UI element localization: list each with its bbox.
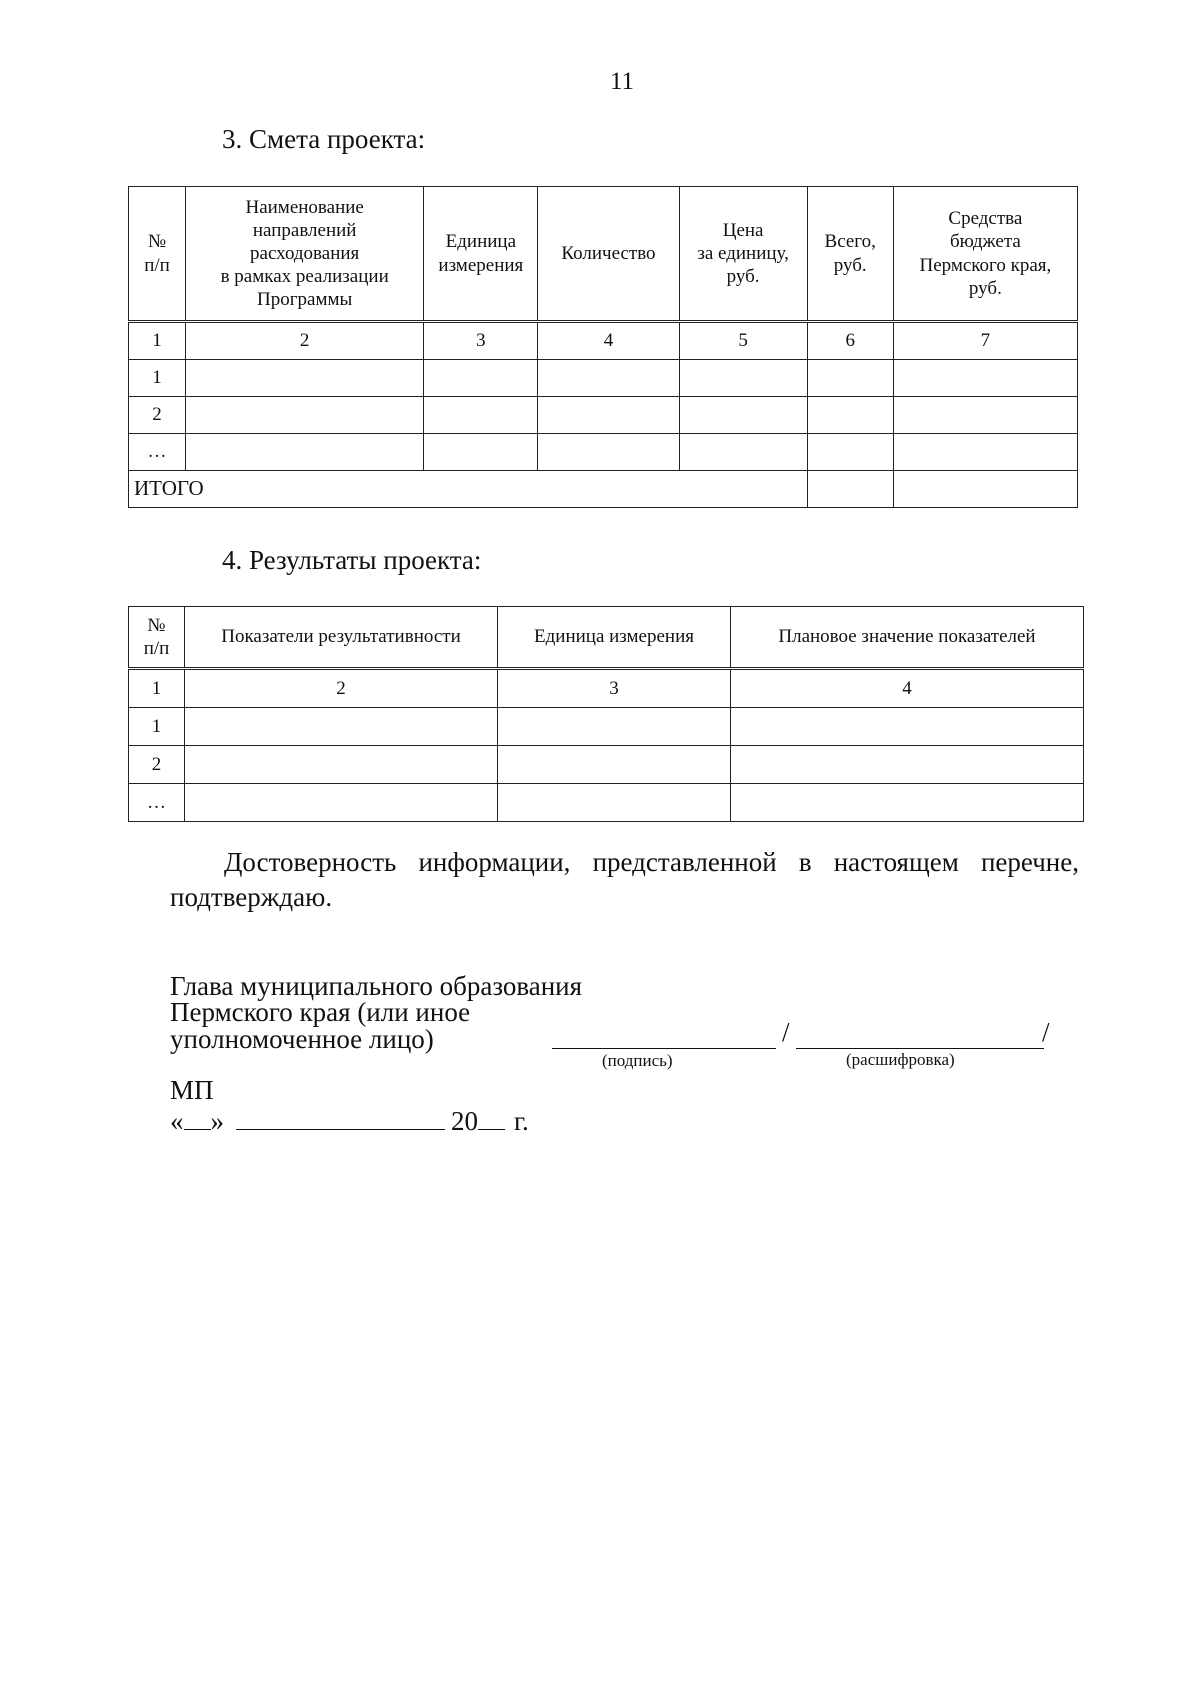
signer-line: уполномоченное лицо) (170, 1023, 434, 1054)
results-table (128, 606, 1084, 822)
column-number-cell: 1 (129, 669, 185, 708)
estimate-table (128, 186, 1078, 508)
signer-line: Пермского края (или иное (170, 997, 471, 1028)
empty-cell[interactable] (498, 708, 731, 746)
estimate-header-cell: Средства бюджета Пермского края, руб. (893, 187, 1077, 322)
total-label: ИТОГО (129, 471, 808, 508)
results-header-cell: Показатели результативности (185, 607, 498, 669)
stamp-label: МП (170, 1075, 214, 1105)
empty-cell[interactable] (186, 360, 424, 397)
empty-cell[interactable] (807, 360, 893, 397)
empty-cell[interactable] (679, 434, 807, 471)
row-number-cell: 2 (129, 746, 185, 784)
estimate-header-cell: № п/п (129, 187, 186, 322)
empty-cell[interactable] (807, 434, 893, 471)
estimate-column-number-row (129, 322, 1078, 360)
separator-slash: / (1042, 1017, 1050, 1047)
empty-cell[interactable] (538, 397, 679, 434)
results-row (129, 746, 1084, 784)
results-section-title: 4. Результаты проекта: (222, 545, 482, 575)
empty-cell[interactable] (424, 434, 538, 471)
empty-cell[interactable] (185, 784, 498, 822)
results-column-number-row (129, 669, 1084, 708)
column-number-cell: 1 (129, 322, 186, 360)
column-number-cell: 4 (538, 322, 679, 360)
row-number-cell: … (129, 434, 186, 471)
empty-cell[interactable] (731, 784, 1084, 822)
empty-cell[interactable] (538, 360, 679, 397)
column-number-cell: 7 (893, 322, 1077, 360)
column-number-cell: 5 (679, 322, 807, 360)
column-number-cell: 6 (807, 322, 893, 360)
row-number-cell: … (129, 784, 185, 822)
results-row (129, 708, 1084, 746)
total-sum-cell[interactable] (807, 471, 893, 508)
empty-cell[interactable] (731, 746, 1084, 784)
month-blank[interactable] (236, 1105, 445, 1130)
separator-slash: / (782, 1017, 790, 1047)
empty-cell[interactable] (424, 360, 538, 397)
empty-cell[interactable] (424, 397, 538, 434)
estimate-section-title: 3. Смета проекта: (222, 124, 426, 154)
year-prefix: 20 (451, 1106, 478, 1136)
estimate-row (129, 360, 1078, 397)
empty-cell[interactable] (893, 434, 1077, 471)
results-header-cell: Единица измерения (498, 607, 731, 669)
signature-caption: (подпись) (602, 1051, 673, 1070)
empty-cell[interactable] (186, 434, 424, 471)
empty-cell[interactable] (185, 746, 498, 784)
signer-title (170, 973, 582, 1052)
row-number-cell: 1 (129, 708, 185, 746)
results-row (129, 784, 1084, 822)
empty-cell[interactable] (893, 360, 1077, 397)
column-number-cell: 3 (498, 669, 731, 708)
row-number-cell: 1 (129, 360, 186, 397)
empty-cell[interactable] (538, 434, 679, 471)
results-header-cell: Плановое значение показателей (731, 607, 1084, 669)
date-line (170, 1105, 529, 1137)
empty-cell[interactable] (807, 397, 893, 434)
empty-cell[interactable] (185, 708, 498, 746)
empty-cell[interactable] (731, 708, 1084, 746)
estimate-header-cell: Всего, руб. (807, 187, 893, 322)
confirmation-statement (170, 845, 1079, 914)
empty-cell[interactable] (679, 397, 807, 434)
signature-line[interactable] (552, 1048, 776, 1049)
estimate-header-cell: Наименование направлений расходования в рамках реализации Программы (186, 187, 424, 322)
estimate-total-row (129, 471, 1078, 508)
estimate-header-cell: Количество (538, 187, 679, 322)
empty-cell[interactable] (498, 784, 731, 822)
column-number-cell: 3 (424, 322, 538, 360)
year-blank[interactable] (478, 1105, 505, 1130)
column-number-cell: 2 (186, 322, 424, 360)
estimate-row (129, 397, 1078, 434)
row-number-cell: 2 (129, 397, 186, 434)
empty-cell[interactable] (186, 397, 424, 434)
empty-cell[interactable] (679, 360, 807, 397)
year-suffix: г. (514, 1106, 529, 1136)
estimate-header-cell: Цена за единицу, руб. (679, 187, 807, 322)
results-header-row (129, 607, 1084, 669)
confirmation-text: Достоверность информации, представленной в настоящем перечне, подтверждаю. (170, 847, 1079, 912)
results-header-cell: № п/п (129, 607, 185, 669)
estimate-row (129, 434, 1078, 471)
empty-cell[interactable] (498, 746, 731, 784)
estimate-header-cell: Единица измерения (424, 187, 538, 322)
total-budget-cell[interactable] (893, 471, 1077, 508)
page-number: 11 (609, 68, 635, 95)
day-blank[interactable] (184, 1105, 211, 1130)
estimate-header-row (129, 187, 1078, 322)
date-open-quote: « (170, 1106, 184, 1136)
column-number-cell: 4 (731, 669, 1084, 708)
date-close-quote: » (210, 1106, 224, 1136)
decoding-caption: (расшифровка) (846, 1050, 955, 1069)
signer-line: Глава муниципального образования (170, 971, 583, 1001)
column-number-cell: 2 (185, 669, 498, 708)
empty-cell[interactable] (893, 397, 1077, 434)
name-decoding-line[interactable] (796, 1048, 1044, 1049)
